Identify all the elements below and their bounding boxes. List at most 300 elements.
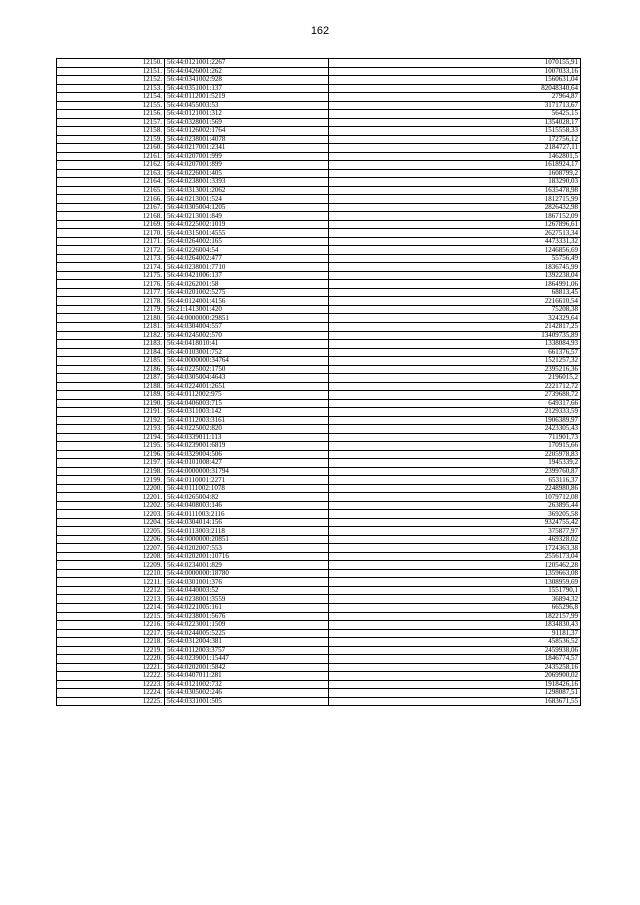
table-row bbox=[57, 93, 581, 102]
cadastral-number: 56:44:0312004:381 bbox=[165, 638, 329, 647]
cadastral-number: 56:44:0455003:53 bbox=[165, 101, 329, 110]
table-row bbox=[57, 655, 581, 664]
row-number: 12164. bbox=[57, 178, 165, 187]
cadastral-number: 56:44:0245002:570 bbox=[165, 331, 329, 340]
table-row bbox=[57, 638, 581, 647]
table-row bbox=[57, 416, 581, 425]
cadastral-value: 9324755,42 bbox=[329, 518, 581, 527]
cadastral-value: 1906389,97 bbox=[329, 416, 581, 425]
table-row bbox=[57, 135, 581, 144]
cadastral-number: 56:44:0304014:156 bbox=[165, 518, 329, 527]
table-row bbox=[57, 569, 581, 578]
cadastral-number: 56:44:0207001:999 bbox=[165, 152, 329, 161]
row-number: 12169. bbox=[57, 220, 165, 229]
row-number: 12152. bbox=[57, 76, 165, 85]
row-number: 12201. bbox=[57, 493, 165, 502]
row-number: 12151. bbox=[57, 67, 165, 76]
cadastral-number: 56:44:0408003:146 bbox=[165, 501, 329, 510]
row-number: 12198. bbox=[57, 467, 165, 476]
cadastral-value: 3171713,67 bbox=[329, 101, 581, 110]
cadastral-value: 1354028,17 bbox=[329, 118, 581, 127]
cadastral-number: 56:44:0328001:569 bbox=[165, 118, 329, 127]
table-row bbox=[57, 314, 581, 323]
cadastral-number: 56:44:0121001:2267 bbox=[165, 59, 329, 68]
row-number: 12154. bbox=[57, 93, 165, 102]
table-row bbox=[57, 237, 581, 246]
cadastral-value: 27964,87 bbox=[329, 93, 581, 102]
cadastral-value: 1515558,33 bbox=[329, 127, 581, 136]
table-row bbox=[57, 67, 581, 76]
row-number: 12188. bbox=[57, 382, 165, 391]
table-row bbox=[57, 493, 581, 502]
cadastral-number: 56:44:0110001:2271 bbox=[165, 476, 329, 485]
table-row bbox=[57, 178, 581, 187]
row-number: 12199. bbox=[57, 476, 165, 485]
cadastral-number: 56:44:0225002:1019 bbox=[165, 220, 329, 229]
row-number: 12205. bbox=[57, 527, 165, 536]
row-number: 12163. bbox=[57, 169, 165, 178]
row-number: 12222. bbox=[57, 672, 165, 681]
row-number: 12175. bbox=[57, 271, 165, 280]
table-row bbox=[57, 450, 581, 459]
cadastral-number: 56:44:0126002:1764 bbox=[165, 127, 329, 136]
row-number: 12155. bbox=[57, 101, 165, 110]
cadastral-value: 2399760,87 bbox=[329, 467, 581, 476]
table-row bbox=[57, 604, 581, 613]
table-row bbox=[57, 297, 581, 306]
cadastral-value: 665296,8 bbox=[329, 604, 581, 613]
table-row bbox=[57, 535, 581, 544]
cadastral-value: 2627513,34 bbox=[329, 229, 581, 238]
row-number: 12190. bbox=[57, 399, 165, 408]
cadastral-value: 2423305,43 bbox=[329, 425, 581, 434]
table-row bbox=[57, 254, 581, 263]
row-number: 12184. bbox=[57, 348, 165, 357]
row-number: 12171. bbox=[57, 237, 165, 246]
cadastral-number: 56:44:0226001:405 bbox=[165, 169, 329, 178]
cadastral-value: 172756,12 bbox=[329, 135, 581, 144]
table-row bbox=[57, 680, 581, 689]
cadastral-number: 56:44:0202001:5842 bbox=[165, 663, 329, 672]
table-row bbox=[57, 161, 581, 170]
cadastral-value: 1205462,28 bbox=[329, 561, 581, 570]
table-row bbox=[57, 322, 581, 331]
cadastral-number: 56:44:0262001:58 bbox=[165, 280, 329, 289]
table-row bbox=[57, 340, 581, 349]
cadastral-number: 56:21:1413001:420 bbox=[165, 305, 329, 314]
row-number: 12194. bbox=[57, 433, 165, 442]
cadastral-number: 56:44:0421006:137 bbox=[165, 271, 329, 280]
cadastral-number: 56:44:0329004:506 bbox=[165, 450, 329, 459]
table-row bbox=[57, 127, 581, 136]
cadastral-number: 56:44:0000000:20851 bbox=[165, 535, 329, 544]
cadastral-number: 56:44:0111002:1078 bbox=[165, 484, 329, 493]
row-number: 12224. bbox=[57, 689, 165, 698]
row-number: 12165. bbox=[57, 186, 165, 195]
cadastral-value: 56425,15 bbox=[329, 110, 581, 119]
cadastral-number: 56:44:0225002:820 bbox=[165, 425, 329, 434]
table-row bbox=[57, 331, 581, 340]
table-row bbox=[57, 101, 581, 110]
cadastral-number: 56:44:0238001:7710 bbox=[165, 263, 329, 272]
cadastral-value: 369205,58 bbox=[329, 510, 581, 519]
cadastral-value: 13409735,89 bbox=[329, 331, 581, 340]
row-number: 12158. bbox=[57, 127, 165, 136]
cadastral-value: 2739688,72 bbox=[329, 391, 581, 400]
table-row bbox=[57, 220, 581, 229]
cadastral-number: 56:44:0315001:4555 bbox=[165, 229, 329, 238]
table-row bbox=[57, 586, 581, 595]
cadastral-value: 653116,37 bbox=[329, 476, 581, 485]
table-row bbox=[57, 527, 581, 536]
cadastral-number: 56:44:0213001:849 bbox=[165, 212, 329, 221]
cadastral-number: 56:44:0112002:975 bbox=[165, 391, 329, 400]
cadastral-number: 56:44:0217001:2341 bbox=[165, 144, 329, 153]
row-number: 12177. bbox=[57, 288, 165, 297]
cadastral-number: 56:44:0000000:29851 bbox=[165, 314, 329, 323]
table-row bbox=[57, 646, 581, 655]
cadastral-value: 1945339,2 bbox=[329, 459, 581, 468]
row-number: 12161. bbox=[57, 152, 165, 161]
cadastral-value: 1618924,17 bbox=[329, 161, 581, 170]
row-number: 12181. bbox=[57, 322, 165, 331]
cadastral-number: 56:44:0406003:715 bbox=[165, 399, 329, 408]
table-row bbox=[57, 152, 581, 161]
cadastral-number: 56:44:0234001:829 bbox=[165, 561, 329, 570]
cadastral-number: 56:44:0440003:52 bbox=[165, 586, 329, 595]
table-row bbox=[57, 476, 581, 485]
row-number: 12213. bbox=[57, 595, 165, 604]
cadastral-value: 1683671,55 bbox=[329, 697, 581, 706]
cadastral-value: 1608799,2 bbox=[329, 169, 581, 178]
cadastral-number: 56:44:0264002:477 bbox=[165, 254, 329, 263]
row-number: 12160. bbox=[57, 144, 165, 153]
cadastral-value: 1338084,93 bbox=[329, 340, 581, 349]
cadastral-value: 2129333,59 bbox=[329, 408, 581, 417]
table-row bbox=[57, 484, 581, 493]
table-row bbox=[57, 561, 581, 570]
cadastral-number: 56:44:0221005:161 bbox=[165, 604, 329, 613]
cadastral-value: 1521257,32 bbox=[329, 357, 581, 366]
row-number: 12182. bbox=[57, 331, 165, 340]
table-row bbox=[57, 544, 581, 553]
cadastral-number: 56:44:0213001:524 bbox=[165, 195, 329, 204]
cadastral-number: 56:44:0418010:41 bbox=[165, 340, 329, 349]
cadastral-value: 2184727,11 bbox=[329, 144, 581, 153]
cadastral-value: 2826432,98 bbox=[329, 203, 581, 212]
table-row bbox=[57, 212, 581, 221]
cadastral-number: 56:44:0301001:376 bbox=[165, 578, 329, 587]
cadastral-value: 1867152,09 bbox=[329, 212, 581, 221]
row-number: 12218. bbox=[57, 638, 165, 647]
cadastral-number: 56:44:0223001:1509 bbox=[165, 621, 329, 630]
row-number: 12211. bbox=[57, 578, 165, 587]
cadastral-number: 56:44:0101008:427 bbox=[165, 459, 329, 468]
cadastral-value: 1918426,16 bbox=[329, 680, 581, 689]
table-row bbox=[57, 365, 581, 374]
row-number: 12189. bbox=[57, 391, 165, 400]
cadastral-number: 56:44:0264002:165 bbox=[165, 237, 329, 246]
table-row bbox=[57, 110, 581, 119]
table-row bbox=[57, 263, 581, 272]
cadastral-value: 711901,73 bbox=[329, 433, 581, 442]
cadastral-value: 183290,03 bbox=[329, 178, 581, 187]
row-number: 12195. bbox=[57, 442, 165, 451]
row-number: 12167. bbox=[57, 203, 165, 212]
cadastral-value: 1298087,51 bbox=[329, 689, 581, 698]
table-row bbox=[57, 612, 581, 621]
table-row bbox=[57, 501, 581, 510]
cadastral-value: 2205978,83 bbox=[329, 450, 581, 459]
cadastral-value: 375877,97 bbox=[329, 527, 581, 536]
row-number: 12206. bbox=[57, 535, 165, 544]
cadastral-number: 56:44:0238001:4078 bbox=[165, 135, 329, 144]
cadastral-value: 2435258,16 bbox=[329, 663, 581, 672]
cadastral-value: 324329,64 bbox=[329, 314, 581, 323]
cadastral-value: 1392238,04 bbox=[329, 271, 581, 280]
cadastral-value: 1560631,04 bbox=[329, 76, 581, 85]
row-number: 12173. bbox=[57, 254, 165, 263]
cadastral-value: 458536,52 bbox=[329, 638, 581, 647]
row-number: 12156. bbox=[57, 110, 165, 119]
cadastral-number: 56:44:0339011:113 bbox=[165, 433, 329, 442]
row-number: 12225. bbox=[57, 697, 165, 706]
table-row bbox=[57, 425, 581, 434]
row-number: 12196. bbox=[57, 450, 165, 459]
cadastral-value: 2395216,36 bbox=[329, 365, 581, 374]
table-row bbox=[57, 518, 581, 527]
cadastral-value: 661376,57 bbox=[329, 348, 581, 357]
cadastral-number: 56:44:0265004:82 bbox=[165, 493, 329, 502]
cadastral-value: 649317,66 bbox=[329, 399, 581, 408]
cadastral-number: 56:44:0304004:557 bbox=[165, 322, 329, 331]
table-row bbox=[57, 408, 581, 417]
table-row bbox=[57, 382, 581, 391]
row-number: 12219. bbox=[57, 646, 165, 655]
table-row bbox=[57, 697, 581, 706]
cadastral-value: 2556173,04 bbox=[329, 552, 581, 561]
row-number: 12159. bbox=[57, 135, 165, 144]
cadastral-value: 91181,37 bbox=[329, 629, 581, 638]
cadastral-number: 56:44:0226004:54 bbox=[165, 246, 329, 255]
row-number: 12185. bbox=[57, 357, 165, 366]
cadastral-value: 1551790,1 bbox=[329, 586, 581, 595]
cadastral-value: 2142817,25 bbox=[329, 322, 581, 331]
table-row bbox=[57, 271, 581, 280]
table-row bbox=[57, 510, 581, 519]
row-number: 12187. bbox=[57, 374, 165, 383]
row-number: 12200. bbox=[57, 484, 165, 493]
row-number: 12202. bbox=[57, 501, 165, 510]
cadastral-value: 1822157,99 bbox=[329, 612, 581, 621]
cadastral-value: 1812715,99 bbox=[329, 195, 581, 204]
row-number: 12183. bbox=[57, 340, 165, 349]
cadastral-number: 56:44:0305004:4643 bbox=[165, 374, 329, 383]
cadastral-value: 263895,44 bbox=[329, 501, 581, 510]
cadastral-number: 56:44:0103001:752 bbox=[165, 348, 329, 357]
row-number: 12217. bbox=[57, 629, 165, 638]
cadastral-value: 1079712,08 bbox=[329, 493, 581, 502]
cadastral-number: 56:44:0313001:2062 bbox=[165, 186, 329, 195]
row-number: 12178. bbox=[57, 297, 165, 306]
cadastral-number: 56:44:0426001:262 bbox=[165, 67, 329, 76]
cadastral-number: 56:44:0305004:1205 bbox=[165, 203, 329, 212]
row-number: 12170. bbox=[57, 229, 165, 238]
cadastral-number: 56:44:0407011:281 bbox=[165, 672, 329, 681]
row-number: 12203. bbox=[57, 510, 165, 519]
cadastral-number: 56:44:0239001:15447 bbox=[165, 655, 329, 664]
row-number: 12162. bbox=[57, 161, 165, 170]
cadastral-value: 55756,49 bbox=[329, 254, 581, 263]
table-row bbox=[57, 689, 581, 698]
cadastral-number: 56:44:0239001:6819 bbox=[165, 442, 329, 451]
cadastral-value: 1864991,06 bbox=[329, 280, 581, 289]
table-row bbox=[57, 84, 581, 93]
table-row bbox=[57, 348, 581, 357]
row-number: 12176. bbox=[57, 280, 165, 289]
row-number: 12215. bbox=[57, 612, 165, 621]
cadastral-value: 1246856,69 bbox=[329, 246, 581, 255]
row-number: 12191. bbox=[57, 408, 165, 417]
cadastral-number: 56:44:0207001:899 bbox=[165, 161, 329, 170]
table-row bbox=[57, 288, 581, 297]
table-row bbox=[57, 186, 581, 195]
row-number: 12223. bbox=[57, 680, 165, 689]
table-row bbox=[57, 76, 581, 85]
cadastral-number: 56:44:0225002:1750 bbox=[165, 365, 329, 374]
table-row bbox=[57, 229, 581, 238]
row-number: 12153. bbox=[57, 84, 165, 93]
cadastral-value: 1724363,38 bbox=[329, 544, 581, 553]
cadastral-number: 56:44:0113003:2118 bbox=[165, 527, 329, 536]
cadastral-number: 56:44:0244005:5225 bbox=[165, 629, 329, 638]
row-number: 12210. bbox=[57, 569, 165, 578]
table-row bbox=[57, 59, 581, 68]
table-row bbox=[57, 578, 581, 587]
cadastral-value: 4473331,32 bbox=[329, 237, 581, 246]
cadastral-value-table bbox=[56, 58, 581, 706]
cadastral-value: 36894,32 bbox=[329, 595, 581, 604]
cadastral-number: 56:44:0351001:137 bbox=[165, 84, 329, 93]
row-number: 12207. bbox=[57, 544, 165, 553]
cadastral-number: 56:44:0224001:2651 bbox=[165, 382, 329, 391]
cadastral-number: 56:44:0112003:3161 bbox=[165, 416, 329, 425]
cadastral-value: 2459938,06 bbox=[329, 646, 581, 655]
row-number: 12168. bbox=[57, 212, 165, 221]
row-number: 12220. bbox=[57, 655, 165, 664]
table-row bbox=[57, 399, 581, 408]
cadastral-value: 2069900,02 bbox=[329, 672, 581, 681]
table-row bbox=[57, 621, 581, 630]
cadastral-number: 56:44:0238001:3559 bbox=[165, 595, 329, 604]
row-number: 12208. bbox=[57, 552, 165, 561]
cadastral-value: 1007033,16 bbox=[329, 67, 581, 76]
row-number: 12179. bbox=[57, 305, 165, 314]
cadastral-value: 469328,02 bbox=[329, 535, 581, 544]
cadastral-number: 56:44:0000000:18780 bbox=[165, 569, 329, 578]
cadastral-value: 170915,66 bbox=[329, 442, 581, 451]
cadastral-number: 56:44:0201002:5275 bbox=[165, 288, 329, 297]
cadastral-value: 1846774,57 bbox=[329, 655, 581, 664]
row-number: 12214. bbox=[57, 604, 165, 613]
row-number: 12157. bbox=[57, 118, 165, 127]
cadastral-number: 56:44:0331001:505 bbox=[165, 697, 329, 706]
row-number: 12212. bbox=[57, 586, 165, 595]
table-row bbox=[57, 467, 581, 476]
cadastral-value: 1308959,69 bbox=[329, 578, 581, 587]
table-row bbox=[57, 459, 581, 468]
table-row bbox=[57, 552, 581, 561]
cadastral-value: 68813,45 bbox=[329, 288, 581, 297]
row-number: 12174. bbox=[57, 263, 165, 272]
row-number: 12180. bbox=[57, 314, 165, 323]
table-row bbox=[57, 442, 581, 451]
table-row bbox=[57, 144, 581, 153]
cadastral-number: 56:44:0202007:553 bbox=[165, 544, 329, 553]
row-number: 12172. bbox=[57, 246, 165, 255]
table-row bbox=[57, 305, 581, 314]
row-number: 12186. bbox=[57, 365, 165, 374]
cadastral-number: 56:44:0311003:142 bbox=[165, 408, 329, 417]
cadastral-number: 56:44:0000000:31794 bbox=[165, 467, 329, 476]
cadastral-number: 56:44:0111003:2116 bbox=[165, 510, 329, 519]
table-row bbox=[57, 595, 581, 604]
cadastral-value: 1635478,98 bbox=[329, 186, 581, 195]
row-number: 12216. bbox=[57, 621, 165, 630]
cadastral-value: 2216610,54 bbox=[329, 297, 581, 306]
page-number: 162 bbox=[310, 25, 330, 37]
table-row bbox=[57, 280, 581, 289]
row-number: 12204. bbox=[57, 518, 165, 527]
cadastral-value: 2221712,72 bbox=[329, 382, 581, 391]
table-row bbox=[57, 203, 581, 212]
row-number: 12166. bbox=[57, 195, 165, 204]
table-row bbox=[57, 433, 581, 442]
cadastral-number: 56:44:0305002:246 bbox=[165, 689, 329, 698]
cadastral-number: 56:44:0112003:3757 bbox=[165, 646, 329, 655]
table-row bbox=[57, 169, 581, 178]
cadastral-value: 1462801,5 bbox=[329, 152, 581, 161]
table-row bbox=[57, 357, 581, 366]
cadastral-value: 1836745,99 bbox=[329, 263, 581, 272]
cadastral-number: 56:44:0121001:312 bbox=[165, 110, 329, 119]
cadastral-value: 82048340,64 bbox=[329, 84, 581, 93]
cadastral-value: 2196015,2 bbox=[329, 374, 581, 383]
cadastral-value: 1070155,91 bbox=[329, 59, 581, 68]
row-number: 12193. bbox=[57, 425, 165, 434]
cadastral-number: 56:44:0238001:5676 bbox=[165, 612, 329, 621]
row-number: 12197. bbox=[57, 459, 165, 468]
cadastral-number: 56:44:0238001:3393 bbox=[165, 178, 329, 187]
cadastral-number: 56:44:0341002:928 bbox=[165, 76, 329, 85]
table-body bbox=[57, 59, 581, 706]
cadastral-value: 2248980,86 bbox=[329, 484, 581, 493]
cadastral-value: 1834830,43 bbox=[329, 621, 581, 630]
cadastral-value: 75208,38 bbox=[329, 305, 581, 314]
cadastral-number: 56:44:0124001:4156 bbox=[165, 297, 329, 306]
cadastral-value: 1359663,08 bbox=[329, 569, 581, 578]
cadastral-number: 56:44:0202001:10716 bbox=[165, 552, 329, 561]
cadastral-number: 56:44:0112001:5219 bbox=[165, 93, 329, 102]
table-row bbox=[57, 672, 581, 681]
table-row bbox=[57, 629, 581, 638]
row-number: 12209. bbox=[57, 561, 165, 570]
row-number: 12150. bbox=[57, 59, 165, 68]
table-row bbox=[57, 195, 581, 204]
table-row bbox=[57, 663, 581, 672]
table-row bbox=[57, 118, 581, 127]
row-number: 12221. bbox=[57, 663, 165, 672]
